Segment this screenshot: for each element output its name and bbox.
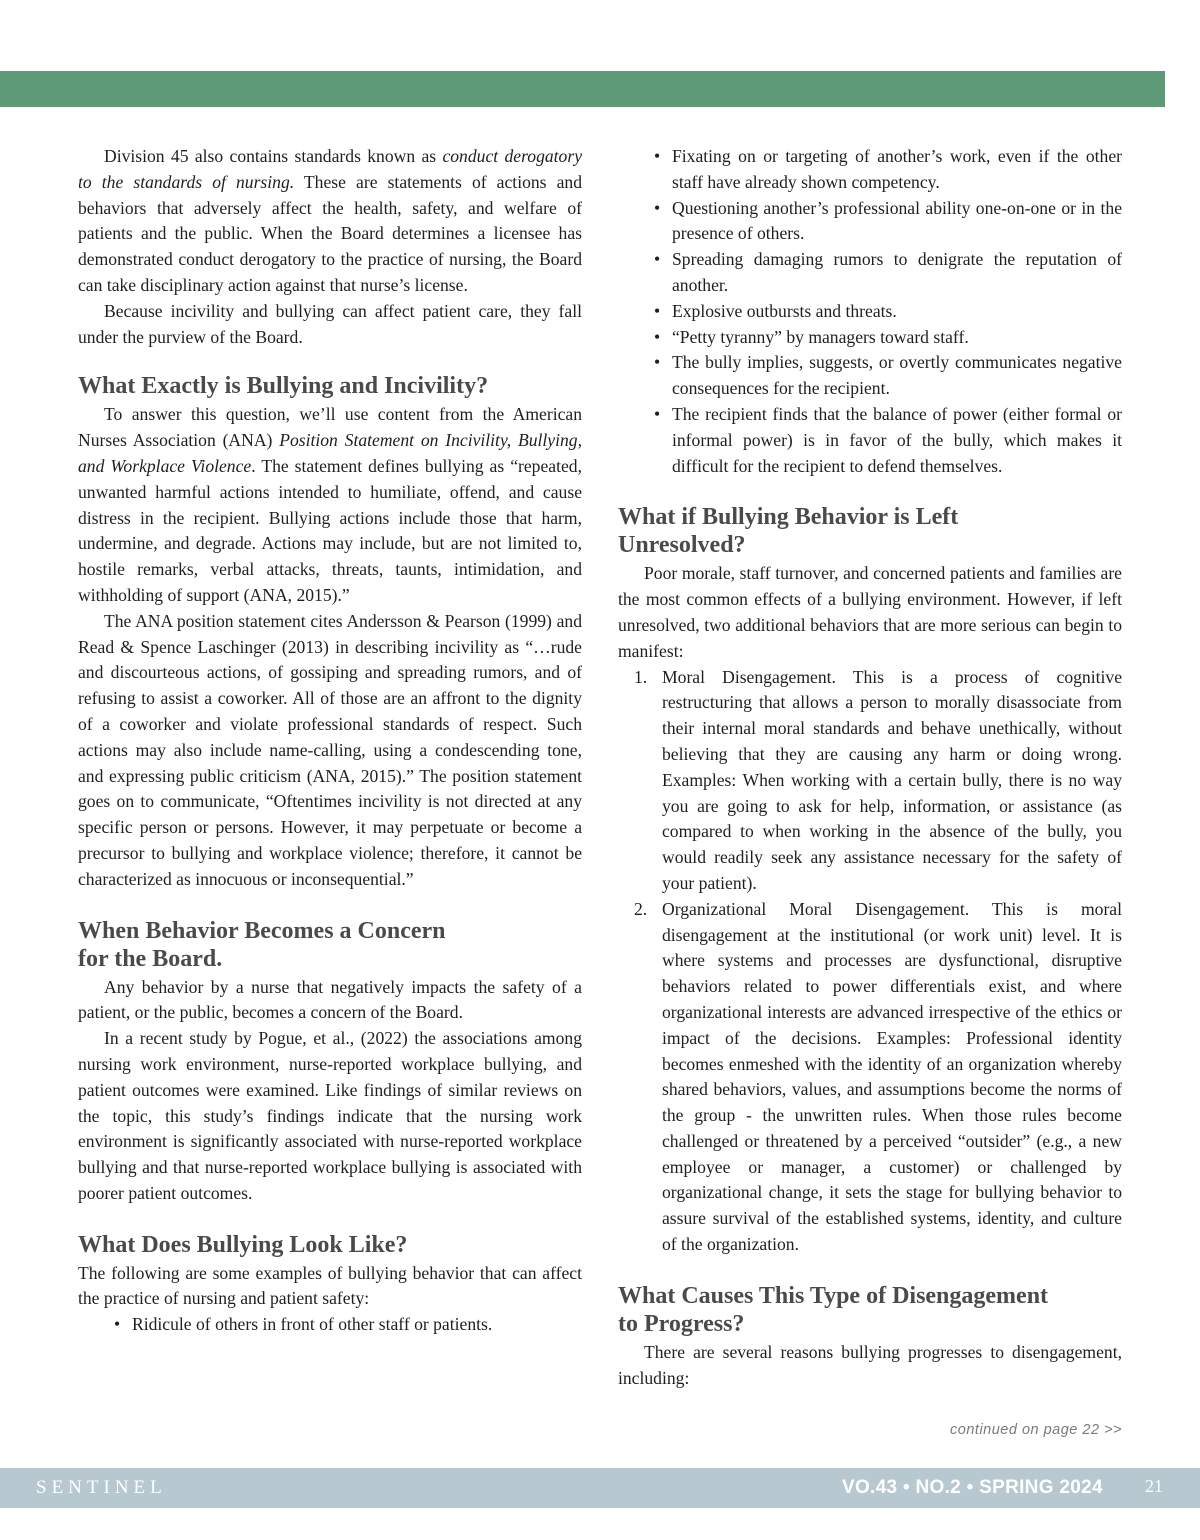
- footer-issue: VO.43 • NO.2 • SPRING 2024: [842, 1477, 1103, 1498]
- paragraph-poor-morale: Poor morale, staff turnover, and concerned patients and families are the most common effects of a bullying environment. However, if left unresolved, two additional behaviors that are more serious can begin to manifest:: [618, 563, 1122, 661]
- heading-what-causes: What Causes This Type of Disengagement to Progress?: [618, 1282, 1049, 1337]
- heading-left-unresolved: What if Bullying Behavior is Left Unresolved?: [618, 504, 959, 559]
- paragraph-incivility: The ANA position statement cites Andersson & Pearson (1999) and Read & Spence Laschinger (2013) in describing incivility as “…rude and discourteous actions, of gossiping and spreading rumors, and of refusing to assist a coworker. All of those are an affront to the dignity of a coworker and violate professional standards of respect. Such actions may also include name-calling, using a condescending tone, and expressing public criticism (ANA, 2015).” The position statement goes on to communicate, “Oftentimes incivility is not directed at any specific person or persons. However, it may perpetuate or become a precursor to bullying and workplace violence; therefore, it cannot be characterized as innocuous or inconsequential.”: [78, 610, 582, 889]
- list-item: • Questioning another’s professional ability one-on-one or in the presence of others.: [652, 196, 1122, 248]
- paragraph-any-behavior: Any behavior by a nurse that negatively impacts the safety of a patient, or the public, becomes a concern of the Board.: [78, 976, 582, 1023]
- list-item: 2. Organizational Moral Disengagement. This is moral disengagement at the institutional (or work unit) level. It is where systems and processes are dysfunctional, disruptive behaviors related to power differentials exist, and where organizational interests are advanced irrespective of the ethics or impact of the decisions. Examples: Professional identity becomes enmeshed with the identity of an organization whereby shared behaviors, values, and assumptions become the norms of the group - the unwritten rules. When those rules become challenged or threatened by a perceived “outsider” (e.g., a new employee or manager, a customer) or challenged by organizational change, it sets the stage for bullying behavior to assure survival of the established systems, identity, and culture of the organization.: [634, 898, 1122, 1255]
- paragraph-several-reasons: There are several reasons bullying progresses to disengagement, including:: [618, 1341, 1122, 1388]
- list-item: • The recipient finds that the balance of power (either formal or informal power) is in favor of the bully, which makes it difficult for the recipient to defend themselves.: [652, 402, 1122, 479]
- list-item: • “Petty tyranny” by managers toward staff.: [652, 325, 1122, 351]
- header-color-band: [0, 71, 1165, 107]
- page-number: 21: [1145, 1476, 1163, 1496]
- continued-link[interactable]: continued on page 22 >>: [950, 1422, 1122, 1438]
- paragraph-purview: Because incivility and bullying can affect patient care, they fall under the purview of the Board.: [78, 300, 582, 347]
- list-item: • The bully implies, suggests, or overtly communicates negative consequences for the recipient.: [652, 350, 1122, 402]
- right-column: [618, 144, 1122, 1391]
- paragraph-pogue-study: In a recent study by Pogue, et al., (2022) the associations among nursing work environment, nurse-reported workplace bullying, and patient outcomes were examined. Like findings of similar reviews on the topic, this study’s findings indicate that the nursing work environment is significantly associated with nurse-reported workplace bullying and that nurse-reported workplace bullying is associated with poorer patient outcomes.: [78, 1028, 582, 1203]
- heading-what-is-bullying: What Exactly is Bullying and Incivility?: [78, 373, 489, 400]
- list-item: • Fixating on or targeting of another’s work, even if the other staff have already shown competency.: [652, 144, 1122, 196]
- list-item: • Explosive outbursts and threats.: [652, 299, 1122, 325]
- footer-brand: SENTINEL: [36, 1477, 167, 1498]
- paragraph-ana-definition: To answer this question, we’ll use content from the American Nurses Association (ANA) Position Statement on Incivility, Bullying, and Workplace Violence. The statement defines bullying as “repeated, unwanted harmful actions intended to humiliate, offend, and cause distress in the recipient. Bullying actions include those that harm, undermine, and degrade. Actions may include, but are not limited to, hostile remarks, verbal attacks, threats, taunts, intimidation, and withholding of support (ANA, 2015).”: [78, 404, 582, 605]
- footer-band: [0, 1468, 1200, 1508]
- bullet-list-right: [618, 144, 1122, 479]
- list-item: • Ridicule of others in front of other staff or patients.: [112, 1312, 582, 1338]
- list-item: • Spreading damaging rumors to denigrate the reputation of another.: [652, 247, 1122, 299]
- emphasis-ana-title: Position Statement on Incivility, Bullying, and Workplace Violence: [78, 430, 582, 476]
- paragraph-division-45: Division 45 also contains standards known as conduct derogatory to the standards of nursing. These are statements of actions and behaviors that adversely affect the health, safety, and welfare of patients and the public. When the Board determines a licensee has demonstrated conduct derogatory to the practice of nursing, the Board can take disciplinary action against that nurse’s license.: [78, 146, 583, 295]
- paragraph-examples-intro: The following are some examples of bullying behavior that can affect the practice of nursing and patient safety:: [78, 1262, 582, 1309]
- list-item: 1. Moral Disengagement. This is a process of cognitive restructuring that allows a person to morally disassociate from their internal moral standards and behave unethically, without believing that they are causing any harm or doing wrong. Examples: When working with a certain bully, there is no way you are going to ask for help, information, or assistance (as compared to when working in the absence of the bully, you would readily seek any assistance necessary for the safety of your patient).: [634, 666, 1122, 893]
- numbered-list-disengagement: [618, 665, 1122, 1258]
- left-column: [78, 144, 582, 1338]
- bullet-list-left: [78, 1312, 582, 1338]
- emphasis-conduct-derogatory: conduct derogatory to the standards of nursing.: [78, 146, 583, 192]
- heading-behavior-concern: When Behavior Becomes a Concern for the Board.: [78, 917, 446, 972]
- heading-what-bullying-looks-like: What Does Bullying Look Like?: [78, 1231, 408, 1258]
